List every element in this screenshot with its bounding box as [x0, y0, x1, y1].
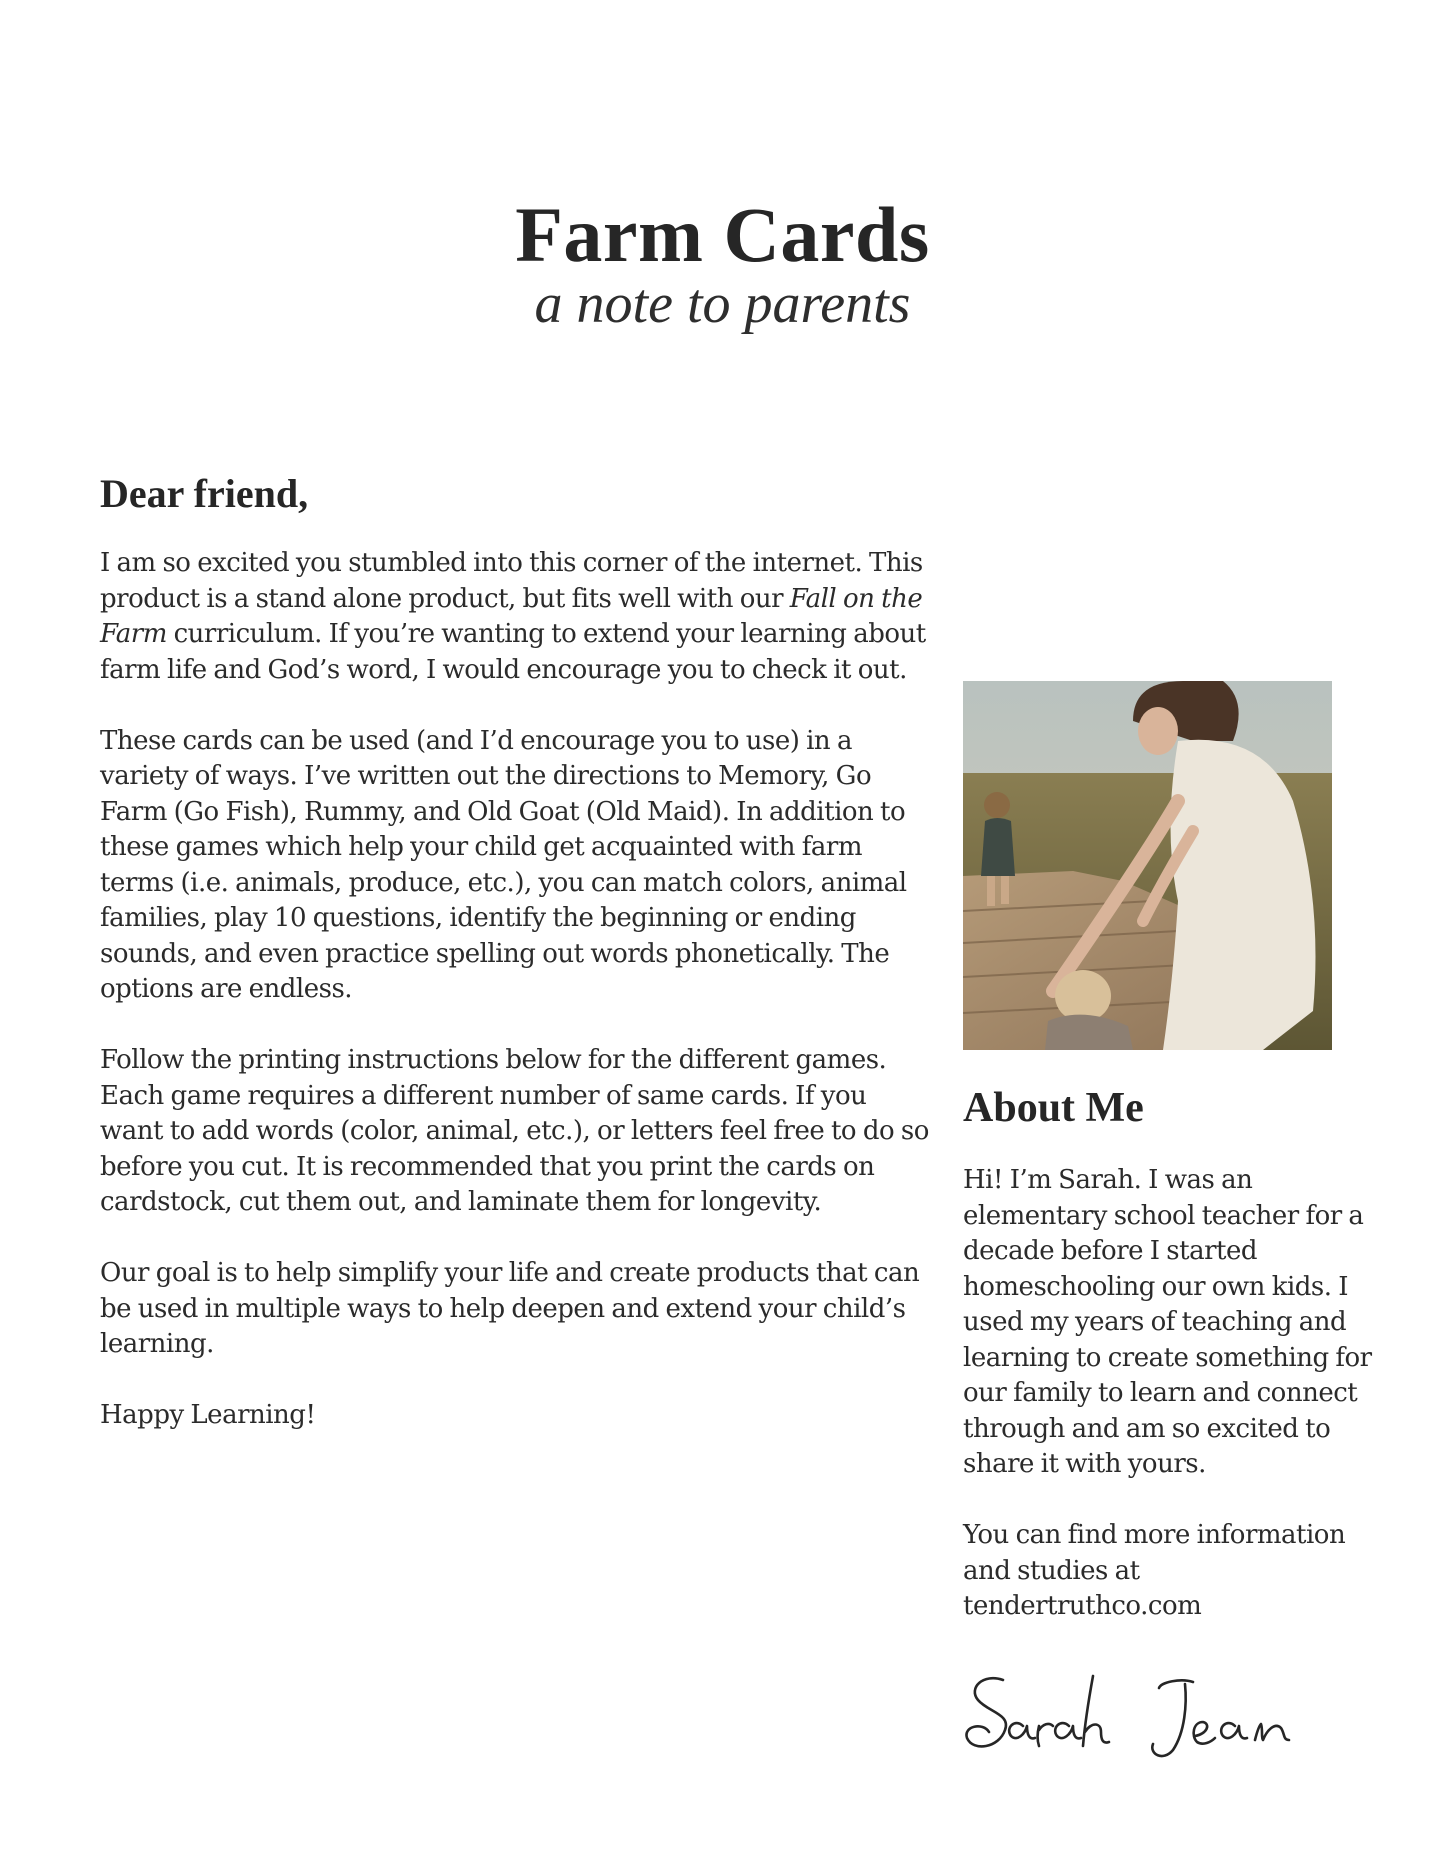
- letter-closing: Happy Learning!: [100, 1400, 316, 1430]
- about-heading: About Me: [963, 1085, 1144, 1131]
- letter-greeting: Dear friend,: [100, 471, 309, 516]
- letter-paragraph-3: Follow the printing instructions below for the different games. Each game requires a different number of same cards. If you want to add words (color, animal, etc.), or letters feel free to do so before you cut. It is recommended that you print the cards on cardstock, cut them out, and laminate them for longevity.: [100, 1045, 929, 1217]
- family-photo: [963, 681, 1332, 1050]
- page-title: Farm Cards: [515, 191, 930, 278]
- letter-paragraph-4: Our goal is to help simplify your life and create products that can be used in multiple ways to help deepen and extend your child’s learning.: [100, 1258, 920, 1359]
- about-paragraph-2: You can find more information and studies at tendertruthco.com: [963, 1520, 1346, 1621]
- about-paragraph-1: Hi! I’m Sarah. I was an elementary school teacher for a decade before I started homeschooling our own kids. I used my years of teaching and learning to create something for our family to learn and connect through and am so excited to share it with yours.: [963, 1165, 1372, 1479]
- about-column: [963, 681, 1383, 1660]
- curriculum-title: Fall on the Farm: [100, 583, 923, 649]
- letter-column: [100, 471, 930, 1469]
- letter-paragraph-1: [100, 546, 930, 688]
- letter-paragraph-2: These cards can be used (and I’d encourage you to use) in a variety of ways. I’ve written out the directions to Memory, Go Farm (Go Fish), Rummy, and Old Goat (Old Maid). In addition to these games which help your child get acquainted with farm terms (i.e. animals, produce, etc.), you can match colors, animal families, play 10 questions, identify the beginning or ending sounds, and even practice spelling out words phonetically. The options are endless.: [100, 725, 907, 1004]
- handwritten-signature: [963, 1668, 1293, 1768]
- title-block: [0, 191, 1445, 335]
- letter-paragraph-1-end: curriculum. If you’re wanting to extend your learning about farm life and God’s word, I would encourage you to check it out.: [100, 619, 926, 685]
- letter-paragraph-1-start: I am so excited you stumbled into this corner of the internet. This product is a stand alone product, but fits well with our: [100, 548, 923, 614]
- page-subtitle: a note to parents: [534, 273, 911, 335]
